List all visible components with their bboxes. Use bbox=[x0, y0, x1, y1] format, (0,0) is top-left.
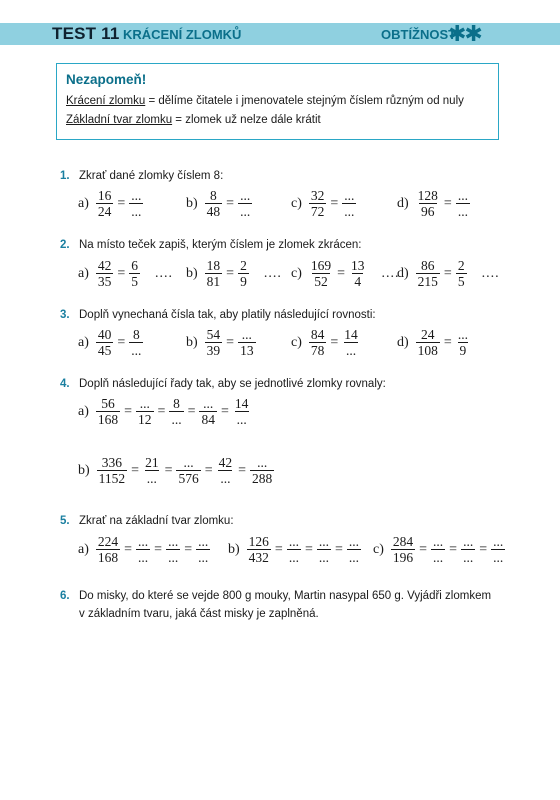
fraction-blank bbox=[491, 534, 505, 565]
fraction bbox=[205, 258, 223, 289]
fraction bbox=[129, 258, 140, 289]
task-text: Do misky, do které se vejde 800 g mouky, Martin nasypal 650 g. Vyjádři zlomkem bbox=[79, 590, 492, 602]
denominator: 5 bbox=[457, 274, 465, 289]
task-number: 3. bbox=[60, 309, 70, 321]
t2-c bbox=[291, 258, 400, 289]
item-label: a) bbox=[78, 541, 89, 557]
numerator: 21 bbox=[145, 455, 159, 470]
t5-b bbox=[228, 534, 362, 565]
numerator: 14 bbox=[344, 327, 358, 342]
numerator: ... bbox=[183, 455, 194, 470]
item-label: c) bbox=[291, 334, 302, 350]
equals-sign: = bbox=[304, 541, 313, 557]
denominator: ... bbox=[240, 204, 251, 219]
task-2-heading bbox=[60, 239, 361, 251]
item-label: c) bbox=[291, 195, 302, 211]
equals-sign: = bbox=[184, 541, 193, 557]
equals-sign: = bbox=[443, 195, 452, 211]
denominator: 24 bbox=[97, 204, 112, 219]
fraction-blank bbox=[342, 327, 360, 358]
equals-sign: = bbox=[164, 462, 173, 478]
fraction-blank bbox=[317, 534, 331, 565]
numerator: ... bbox=[288, 534, 299, 549]
task-4-heading bbox=[60, 378, 386, 390]
numerator: ... bbox=[138, 534, 149, 549]
difficulty-stars-icon: ✱✱ bbox=[448, 21, 481, 46]
numerator: ... bbox=[139, 396, 150, 411]
numerator: ... bbox=[318, 534, 329, 549]
item-label: c) bbox=[373, 541, 384, 557]
item-label: a) bbox=[78, 334, 89, 350]
denominator: 1152 bbox=[98, 471, 126, 486]
answer-dots: .... bbox=[155, 265, 174, 281]
denominator: ... bbox=[236, 412, 247, 427]
task-number: 4. bbox=[60, 378, 70, 390]
fraction-blank bbox=[129, 327, 143, 358]
task-number: 6. bbox=[60, 590, 70, 602]
denominator: 35 bbox=[97, 274, 112, 289]
numerator: ... bbox=[203, 396, 214, 411]
numerator: 284 bbox=[392, 534, 414, 549]
numerator: 16 bbox=[97, 188, 112, 203]
item-label: a) bbox=[78, 403, 89, 419]
equals-sign: = bbox=[479, 541, 488, 557]
task-1-heading bbox=[60, 170, 223, 182]
numerator: 86 bbox=[421, 258, 435, 273]
numerator: 84 bbox=[310, 327, 325, 342]
equals-sign: = bbox=[419, 541, 428, 557]
answer-dots: .... bbox=[381, 265, 400, 281]
fraction-blank bbox=[287, 534, 301, 565]
remember-box bbox=[56, 63, 499, 140]
denominator: ... bbox=[318, 550, 329, 565]
numerator: 2 bbox=[457, 258, 465, 273]
denominator: 45 bbox=[97, 343, 112, 358]
equals-sign: = bbox=[154, 541, 163, 557]
task-number: 5. bbox=[60, 515, 70, 527]
equals-sign: = bbox=[443, 334, 452, 350]
numerator: 126 bbox=[248, 534, 269, 549]
denominator: ... bbox=[146, 471, 157, 486]
rule-def-1: = dělíme čitatele i jmenovatele stejným číslem různým od nuly bbox=[145, 95, 464, 107]
item-label: a) bbox=[78, 265, 89, 281]
denominator: 81 bbox=[206, 274, 221, 289]
numerator: ... bbox=[168, 534, 179, 549]
denominator: 12 bbox=[138, 412, 152, 427]
rule-term-2: Základní tvar zlomku bbox=[66, 114, 173, 126]
denominator: ... bbox=[345, 343, 357, 358]
numerator: ... bbox=[344, 188, 355, 203]
t2-d bbox=[397, 258, 500, 289]
numerator: 6 bbox=[131, 258, 139, 273]
fraction bbox=[349, 258, 367, 289]
fraction-blank bbox=[136, 534, 150, 565]
fraction bbox=[217, 455, 235, 486]
denominator: 9 bbox=[459, 343, 467, 358]
fraction bbox=[136, 396, 154, 427]
t3-b bbox=[186, 327, 257, 358]
fraction bbox=[96, 327, 114, 358]
fraction bbox=[199, 396, 217, 427]
equals-sign: = bbox=[330, 334, 339, 350]
equals-sign: = bbox=[443, 265, 452, 281]
equals-sign: = bbox=[157, 403, 166, 419]
numerator: 128 bbox=[417, 188, 438, 203]
fraction bbox=[247, 534, 271, 565]
numerator: 42 bbox=[97, 258, 112, 273]
item-label: a) bbox=[78, 195, 89, 211]
equals-sign: = bbox=[124, 541, 133, 557]
denominator: 4 bbox=[354, 274, 362, 289]
fraction bbox=[205, 327, 223, 358]
denominator: 48 bbox=[206, 204, 221, 219]
fraction-blank bbox=[196, 534, 210, 565]
numerator: ... bbox=[348, 534, 360, 549]
fraction bbox=[250, 455, 274, 486]
denominator: ... bbox=[168, 550, 179, 565]
item-label: b) bbox=[186, 265, 198, 281]
numerator: 336 bbox=[101, 455, 123, 470]
fraction bbox=[97, 455, 128, 486]
fraction bbox=[233, 396, 251, 427]
fraction bbox=[309, 327, 327, 358]
fraction bbox=[96, 258, 114, 289]
rule-term-1: Krácení zlomku bbox=[66, 95, 146, 107]
fraction bbox=[169, 396, 183, 427]
t1-c bbox=[291, 188, 357, 219]
fraction bbox=[416, 327, 440, 358]
equals-sign: = bbox=[220, 403, 229, 419]
task-text-cont: v základním tvaru, jaká část misky je zaplněná. bbox=[79, 608, 319, 620]
rule-line-2 bbox=[66, 114, 321, 126]
numerator: 40 bbox=[97, 327, 112, 342]
denominator: ... bbox=[493, 550, 504, 565]
t5-a bbox=[78, 534, 211, 565]
fraction-blank bbox=[431, 534, 445, 565]
denominator: ... bbox=[344, 204, 355, 219]
numerator: ... bbox=[240, 188, 251, 203]
denominator: ... bbox=[288, 550, 299, 565]
t1-d bbox=[397, 188, 471, 219]
numerator: ... bbox=[131, 188, 142, 203]
t2-a bbox=[78, 258, 173, 289]
equals-sign: = bbox=[117, 195, 126, 211]
fraction bbox=[391, 534, 415, 565]
fraction-blank bbox=[238, 327, 256, 358]
equals-sign: = bbox=[226, 195, 235, 211]
item-label: d) bbox=[397, 195, 409, 211]
equals-sign: = bbox=[334, 541, 343, 557]
equals-sign: = bbox=[226, 265, 235, 281]
t2-b bbox=[186, 258, 282, 289]
fraction bbox=[96, 396, 120, 427]
equals-sign: = bbox=[226, 334, 235, 350]
task-text: Zkrať dané zlomky číslem 8: bbox=[79, 170, 224, 182]
fraction-blank bbox=[166, 534, 180, 565]
numerator: 42 bbox=[218, 455, 233, 470]
denominator: ... bbox=[433, 550, 444, 565]
t5-c bbox=[373, 534, 506, 565]
denominator: 13 bbox=[240, 343, 254, 358]
denominator: ... bbox=[131, 204, 142, 219]
task-text: Na místo teček zapiš, kterým číslem je zlomek zkrácen: bbox=[79, 239, 362, 251]
denominator: ... bbox=[131, 343, 142, 358]
equals-sign: = bbox=[449, 541, 458, 557]
item-label: d) bbox=[397, 265, 409, 281]
t1-a bbox=[78, 188, 144, 219]
equals-sign: = bbox=[238, 462, 247, 478]
fraction bbox=[309, 258, 333, 289]
task-number: 1. bbox=[60, 170, 70, 182]
fraction-blank bbox=[461, 534, 475, 565]
answer-dots: .... bbox=[263, 265, 282, 281]
task-3-heading bbox=[60, 309, 376, 321]
fraction-blank bbox=[129, 188, 143, 219]
denominator: 52 bbox=[314, 274, 328, 289]
t1-b bbox=[186, 188, 253, 219]
fraction bbox=[176, 455, 200, 486]
fraction-blank bbox=[456, 327, 470, 358]
denominator: 84 bbox=[201, 412, 215, 427]
denominator: ... bbox=[457, 204, 468, 219]
denominator: 72 bbox=[310, 204, 325, 219]
denominator: 9 bbox=[240, 274, 247, 289]
fraction bbox=[456, 258, 467, 289]
denominator: 5 bbox=[131, 274, 139, 289]
numerator: 224 bbox=[97, 534, 119, 549]
numerator: ... bbox=[198, 534, 209, 549]
equals-sign: = bbox=[117, 334, 126, 350]
denominator: 215 bbox=[417, 274, 438, 289]
item-label: d) bbox=[397, 334, 409, 350]
numerator: 24 bbox=[421, 327, 435, 342]
equals-sign: = bbox=[187, 403, 196, 419]
numerator: 13 bbox=[351, 258, 365, 273]
rule-def-2: = zlomek už nelze dále krátit bbox=[172, 114, 321, 126]
denominator: 39 bbox=[206, 343, 221, 358]
denominator: 288 bbox=[252, 471, 273, 486]
numerator: 8 bbox=[132, 327, 140, 342]
numerator: 56 bbox=[101, 396, 115, 411]
fraction bbox=[143, 455, 161, 486]
task-text: Doplň následující řady tak, aby se jednotlivé zlomky rovnaly: bbox=[79, 378, 386, 390]
denominator: 108 bbox=[417, 343, 438, 358]
equals-sign: = bbox=[124, 403, 133, 419]
fraction bbox=[96, 188, 114, 219]
topic-title: KRÁCENÍ ZLOMKŮ bbox=[123, 27, 242, 42]
fraction bbox=[416, 188, 440, 219]
denominator: ... bbox=[198, 550, 209, 565]
item-label: b) bbox=[78, 462, 90, 478]
denominator: ... bbox=[171, 412, 182, 427]
fraction-blank bbox=[342, 188, 356, 219]
difficulty-label: OBTÍŽNOST bbox=[381, 27, 457, 42]
t3-c bbox=[291, 327, 361, 358]
numerator: 2 bbox=[240, 258, 247, 273]
t3-a bbox=[78, 327, 144, 358]
equals-sign: = bbox=[117, 265, 126, 281]
equals-sign: = bbox=[337, 265, 346, 281]
test-number: TEST 11 bbox=[52, 24, 120, 43]
denominator: 576 bbox=[178, 471, 199, 486]
numerator: 169 bbox=[310, 258, 332, 273]
fraction bbox=[96, 534, 120, 565]
denominator: ... bbox=[220, 471, 231, 486]
numerator: ... bbox=[457, 327, 468, 342]
numerator: 14 bbox=[234, 396, 249, 411]
item-label: b) bbox=[186, 334, 198, 350]
equals-sign: = bbox=[131, 462, 140, 478]
item-label: b) bbox=[186, 195, 198, 211]
denominator: 168 bbox=[97, 412, 119, 427]
equals-sign: = bbox=[204, 462, 213, 478]
fraction bbox=[416, 258, 440, 289]
numerator: 8 bbox=[173, 396, 180, 411]
numerator: ... bbox=[257, 455, 268, 470]
rule-line-1 bbox=[66, 95, 464, 107]
fraction-blank bbox=[238, 188, 252, 219]
numerator: 18 bbox=[206, 258, 221, 273]
fraction bbox=[205, 188, 223, 219]
denominator: 196 bbox=[392, 550, 414, 565]
fraction-blank bbox=[456, 188, 470, 219]
task-number: 2. bbox=[60, 239, 70, 251]
denominator: 96 bbox=[421, 204, 435, 219]
t3-d bbox=[397, 327, 471, 358]
header-bar bbox=[0, 23, 560, 45]
denominator: 78 bbox=[310, 343, 325, 358]
denominator: 168 bbox=[97, 550, 119, 565]
task-6-heading bbox=[60, 587, 491, 623]
item-label: b) bbox=[228, 541, 240, 557]
numerator: 8 bbox=[210, 188, 217, 203]
answer-dots: .... bbox=[481, 265, 500, 281]
remember-title: Nezapomeň! bbox=[66, 72, 147, 87]
item-label: c) bbox=[291, 265, 302, 281]
fraction-blank bbox=[347, 534, 361, 565]
numerator: ... bbox=[493, 534, 504, 549]
fraction bbox=[309, 188, 327, 219]
task-text: Doplň vynechaná čísla tak, aby platily následující rovnosti: bbox=[79, 309, 376, 321]
denominator: 432 bbox=[248, 550, 269, 565]
task-5-heading bbox=[60, 515, 234, 527]
equals-sign: = bbox=[330, 195, 339, 211]
denominator: ... bbox=[138, 550, 149, 565]
numerator: ... bbox=[463, 534, 474, 549]
numerator: ... bbox=[457, 188, 468, 203]
numerator: ... bbox=[241, 327, 252, 342]
denominator: ... bbox=[348, 550, 360, 565]
denominator: ... bbox=[463, 550, 474, 565]
t4-b bbox=[78, 455, 275, 486]
t4-a bbox=[78, 396, 251, 427]
task-text: Zkrať na základní tvar zlomku: bbox=[79, 515, 234, 527]
fraction bbox=[238, 258, 249, 289]
numerator: ... bbox=[433, 534, 444, 549]
equals-sign: = bbox=[274, 541, 283, 557]
numerator: 54 bbox=[206, 327, 221, 342]
numerator: 32 bbox=[310, 188, 325, 203]
